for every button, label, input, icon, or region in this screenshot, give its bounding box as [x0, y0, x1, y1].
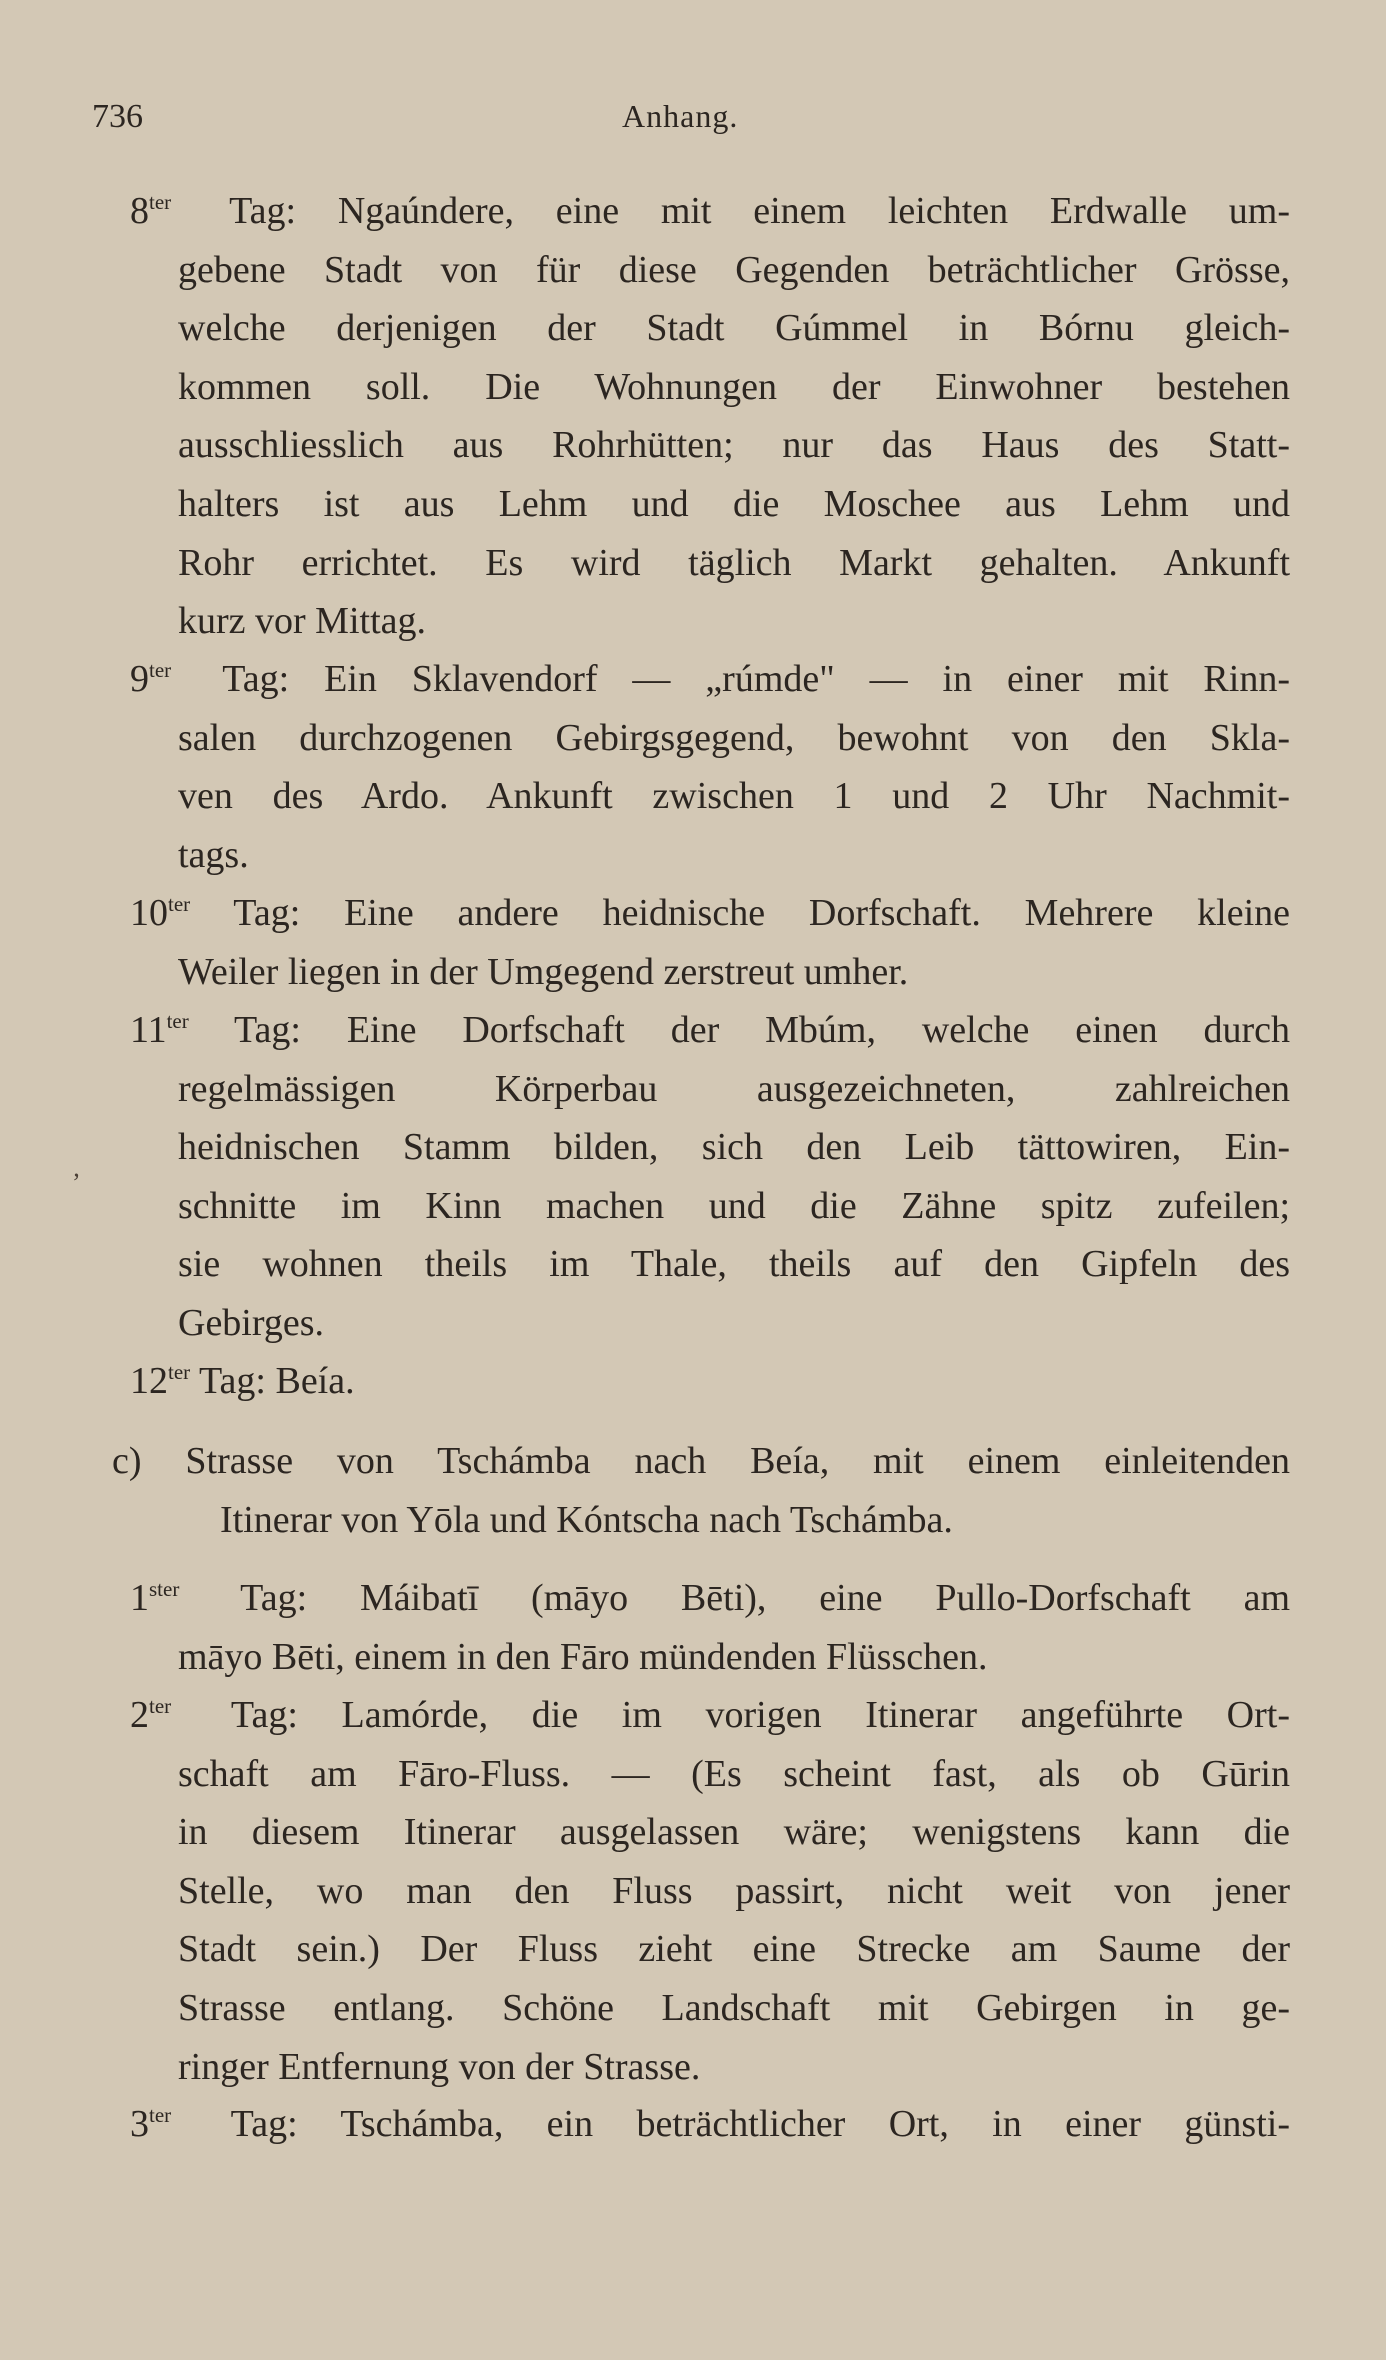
day-ordinal: $8^{ter}$: [130, 190, 172, 232]
day-text: heidnischen Stamm bilden, sich den Leib tättowiren, Ein-: [178, 1126, 1290, 1169]
itinerary-c-day-2: [130, 1677, 1290, 2096]
day-text: Gebirges.: [178, 1301, 324, 1344]
day-text: Lamórde, die im vorigen Itinerar angeführte Ort-: [341, 1694, 1290, 1736]
day-label: Tag:: [222, 658, 290, 700]
day-text: tags.: [178, 833, 249, 876]
day-ordinal: $9^{ter}$: [130, 658, 172, 700]
day-text: salen durchzogenen Gebirgsgegend, bewohnt von den Skla-: [178, 716, 1290, 759]
day-text: regelmässigen Körperbau ausgezeichneten, zahlreichen: [178, 1067, 1290, 1110]
day-ordinal: $10^{ter}$: [130, 892, 191, 934]
day-ordinal: $2^{ter}$: [130, 1694, 172, 1736]
page-header: [92, 98, 1292, 148]
day-text: schaft am Fāro-Fluss. — (Es scheint fast, als ob Gūrin: [178, 1752, 1290, 1795]
itinerary-c-day-1: [130, 1560, 1290, 1686]
itinerary-day-11: [130, 992, 1290, 1353]
itinerary-day-10: [130, 875, 1290, 1001]
day-text: kurz vor Mittag.: [178, 600, 427, 643]
margin-mark: ʼ: [72, 1168, 81, 1197]
day-text: Ngaúndere, eine mit einem leichten Erdwalle um-: [337, 190, 1290, 232]
running-head: Anhang.: [622, 98, 739, 134]
day-label: Tag:: [240, 1577, 308, 1619]
day-text: welche derjenigen der Stadt Gúmmel in Bórnu gleich-: [178, 307, 1290, 350]
day-text: Stelle, wo man den Fluss passirt, nicht weit von jener: [178, 1869, 1290, 1912]
day-ordinal: $11^{ter}$: [130, 1009, 189, 1051]
day-label: Tag:: [230, 2103, 298, 2145]
day-label: Tag:: [233, 892, 301, 934]
day-text: Rohr errichtet. Es wird täglich Markt gehalten. Ankunft: [178, 541, 1290, 584]
day-ordinal: $3^{ter}$: [130, 2103, 172, 2145]
section-heading-text: Itinerar von Yōla und Kóntscha nach Tschámba.: [220, 1498, 953, 1541]
day-text: Máibatī (māyo Bēti), eine Pullo-Dorfschaft am: [359, 1577, 1291, 1619]
day-text: māyo Bēti, einem in den Fāro mündenden Flüsschen.: [178, 1635, 988, 1678]
section-heading-text: Strasse von Tschámba nach Beía, mit einem einleitenden: [185, 1440, 1291, 1482]
day-text: in diesem Itinerar ausgelassen wäre; wenigstens kann die: [178, 1811, 1290, 1854]
day-text: Tschámba, ein beträchtlicher Ort, in einer günsti-: [340, 2103, 1290, 2145]
day-text: Ein Sklavendorf — „rúmde" — in einer mit Rinn-: [324, 658, 1290, 700]
day-text: kommen soll. Die Wohnungen der Einwohner bestehen: [178, 365, 1290, 408]
day-text: Weiler liegen in der Umgegend zerstreut umher.: [178, 950, 909, 993]
day-ordinal: $1^{ster}$: [130, 1577, 180, 1619]
section-marker: c): [112, 1440, 142, 1482]
day-label: Tag:: [198, 1360, 266, 1402]
day-text: Strasse entlang. Schöne Landschaft mit Gebirgen in ge-: [178, 1986, 1290, 2029]
day-text: ven des Ardo. Ankunft zwischen 1 und 2 Uhr Nachmit-: [178, 775, 1290, 818]
section-c-heading: [112, 1432, 1290, 1549]
day-label: Tag:: [233, 1009, 301, 1051]
day-ordinal: $12^{ter}$: [130, 1360, 191, 1402]
day-text: halters ist aus Lehm und die Moschee aus Lehm und: [178, 482, 1290, 525]
itinerary-day-9: [130, 641, 1290, 884]
day-text: ringer Entfernung von der Strasse.: [178, 2045, 701, 2088]
day-text: ausschliesslich aus Rohrhütten; nur das Haus des Statt-: [178, 424, 1290, 467]
page-number: 736: [92, 98, 143, 135]
day-label: Tag:: [230, 1694, 298, 1736]
day-text: Stadt sein.) Der Fluss zieht eine Strecke am Saume der: [178, 1928, 1290, 1971]
itinerary-day-8: [130, 173, 1290, 651]
day-text: sie wohnen theils im Thale, theils auf den Gipfeln des: [178, 1243, 1290, 1286]
day-text: Eine Dorfschaft der Mbúm, welche einen durch: [346, 1009, 1290, 1051]
day-text: Eine andere heidnische Dorfschaft. Mehrere kleine: [344, 892, 1291, 934]
day-text: gebene Stadt von für diese Gegenden beträchtlicher Grösse,: [178, 248, 1290, 291]
day-text: schnitte im Kinn machen und die Zähne spitz zufeilen;: [178, 1184, 1290, 1227]
day-text: Beía.: [275, 1360, 355, 1402]
itinerary-day-12: [130, 1343, 1290, 1411]
day-label: Tag:: [229, 190, 297, 232]
itinerary-c-day-3: [130, 2086, 1290, 2154]
